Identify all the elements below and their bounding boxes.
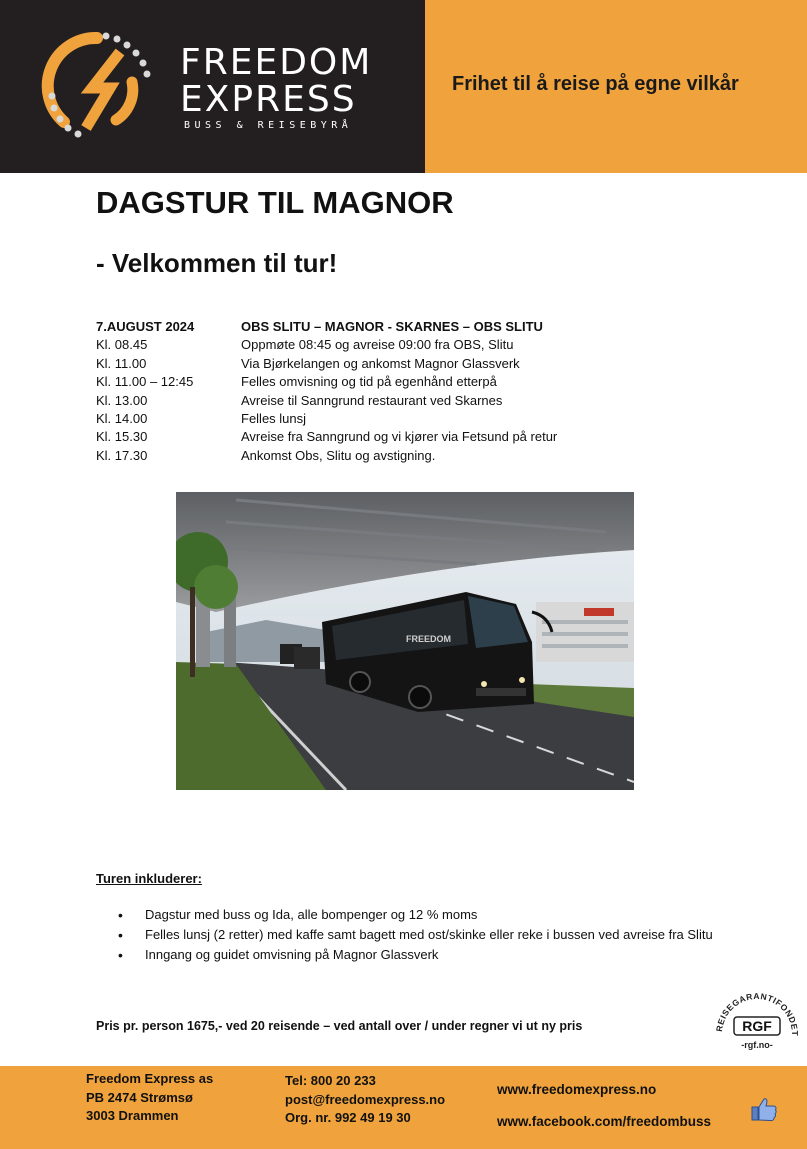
schedule-text: Avreise til Sanngrund restaurant ved Skarnes — [241, 392, 503, 408]
schedule-text: Oppmøte 08:45 og avreise 09:00 fra OBS, Slitu — [241, 337, 514, 353]
page-title: DAGSTUR TIL MAGNOR — [96, 185, 454, 220]
footer-company: Freedom Express as — [86, 1071, 214, 1086]
footer-web — [497, 1074, 711, 1138]
list-item: • Dagstur med buss og Ida, alle bompenger og 12 % moms — [118, 906, 713, 926]
thumbs-up-icon — [750, 1095, 778, 1123]
footer-pobox: PB 2474 Strømsø — [86, 1089, 193, 1105]
schedule-text: Avreise fra Sanngrund og vi kjører via Fetsund på retur — [241, 429, 558, 445]
schedule-row — [96, 392, 736, 410]
schedule-row — [96, 355, 736, 373]
schedule-text: Ankomst Obs, Slitu og avstigning. — [241, 447, 436, 463]
brand-name-line1: FREEDOM — [180, 42, 373, 83]
schedule-time: Kl. 15.30 — [96, 429, 148, 445]
list-item: • Felles lunsj (2 retter) med kaffe samt bagett med ost/skinke eller reke i bussen ved avreise fra Slitu — [118, 926, 713, 946]
logo-icon — [40, 30, 155, 142]
brand-subtitle: BUSS & REISEBYRÅ — [184, 120, 353, 131]
price-text: Pris pr. person 1675,- ved 20 reisende – ved antall over / under regner vi ut ny pris — [96, 1019, 583, 1033]
footer-orgnr: Org. nr. 992 49 19 30 — [285, 1110, 411, 1125]
bus-photo — [176, 492, 634, 790]
brand-name-line2: EXPRESS — [180, 79, 357, 120]
schedule-date: 7.AUGUST 2024 — [96, 319, 195, 334]
rgf-seal-logo — [714, 990, 800, 1060]
schedule-row — [96, 410, 736, 428]
page-subtitle: - Velkommen til tur! — [96, 248, 338, 278]
schedule-row — [96, 336, 736, 354]
footer-phone: Tel: 800 20 233 — [285, 1073, 376, 1088]
footer-address — [86, 1070, 213, 1126]
schedule-text: Via Bjørkelangen og ankomst Magnor Glassverk — [241, 355, 520, 371]
schedule-header-row — [96, 318, 736, 336]
schedule-time: Kl. 13.00 — [96, 392, 148, 408]
schedule-time: Kl. 14.00 — [96, 410, 148, 426]
schedule-time: Kl. 08.45 — [96, 337, 148, 353]
schedule-time: Kl. 11.00 — [96, 355, 147, 371]
schedule-time: Kl. 11.00 – 12:45 — [96, 374, 194, 390]
rgf-arc-text: REISEGARANTIFONDET — [714, 990, 800, 1037]
footer-email[interactable]: post@freedomexpress.no — [285, 1091, 446, 1107]
list-item: • Inngang og guidet omvisning på Magnor Glassverk — [118, 946, 713, 966]
rgf-center-text: RGF — [742, 1018, 772, 1034]
footer-contact — [285, 1072, 445, 1128]
rgf-url-text: -rgf.no- — [741, 1040, 773, 1050]
footer-website-link[interactable]: www.freedomexpress.no — [497, 1082, 657, 1097]
schedule-row — [96, 447, 736, 465]
schedule-time: Kl. 17.30 — [96, 447, 148, 463]
includes-title: Turen inkluderer: — [96, 871, 202, 886]
schedule-row — [96, 428, 736, 446]
tagline: Frihet til å reise på egne vilkår — [452, 73, 739, 95]
schedule-table — [96, 318, 736, 465]
schedule-text: Felles omvisning og tid på egenhånd etterpå — [241, 374, 497, 390]
footer-facebook-link[interactable]: www.facebook.com/freedombuss — [497, 1114, 712, 1129]
schedule-text: Felles lunsj — [241, 410, 307, 426]
schedule-row — [96, 373, 736, 391]
footer-city: 3003 Drammen — [86, 1108, 179, 1123]
schedule-route: OBS SLITU – MAGNOR - SKARNES – OBS SLITU — [241, 319, 543, 334]
includes-list — [118, 906, 713, 966]
bus-label: FREEDOM — [406, 634, 451, 644]
